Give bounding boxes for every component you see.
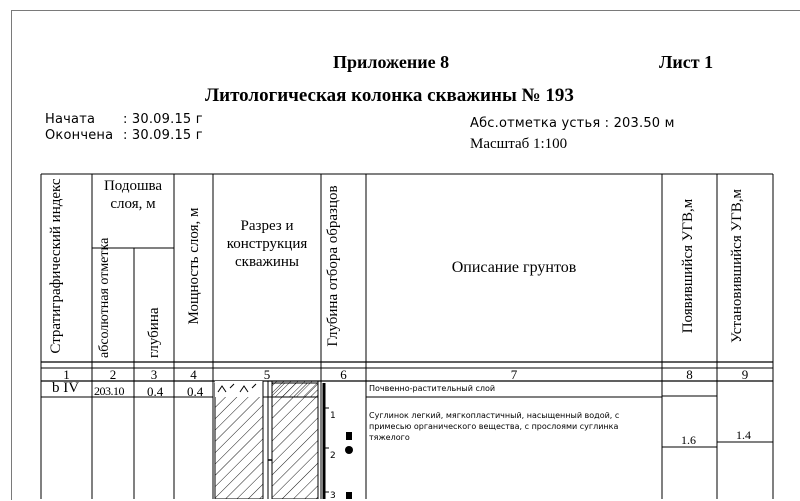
cell-strat-index: b IV: [52, 380, 80, 396]
sample-markers: [324, 383, 353, 499]
scale-label: Масштаб 1:100: [470, 136, 568, 152]
cell-abs-mark: 203.10: [94, 384, 124, 398]
well-section-drawing: [215, 381, 318, 499]
sheet-number: Лист 1: [659, 52, 714, 72]
wellhead-elevation: Абс.отметка устья : 203.50 м: [470, 116, 675, 131]
document-title: Литологическая колонка скважины № 193: [205, 85, 574, 106]
header-section: Разрез и конструкция скважины: [226, 218, 308, 270]
cell-thickness: 0.4: [187, 384, 204, 399]
started-label: Начата: [45, 112, 96, 127]
header-layer-base: Подошва слоя, м: [103, 178, 163, 212]
header-sample-depth: Глубина отбора образцов: [325, 185, 341, 347]
header-thickness: Мощность слоя, м: [186, 207, 202, 325]
cell-description-1: Почвенно-растительный слой: [369, 384, 496, 393]
cell-description-2: Суглинок легкий, мягкопластичный, насыщенный водой, с примесью органического вещества, с прослоями суглинка тяжелого: [369, 411, 620, 442]
sample-number: 1: [330, 411, 336, 421]
col-number: 1: [63, 367, 70, 382]
gw-established-value: 1.4: [736, 428, 751, 442]
header-gw-established: Установившийся УГВ,м: [729, 188, 745, 344]
sample-number: 3: [330, 491, 336, 501]
col-number: 2: [109, 367, 117, 382]
col-number: 7: [510, 367, 518, 382]
col-number: 5: [263, 367, 271, 382]
col-number: 9: [741, 367, 749, 382]
started-value: : 30.09.15 г: [123, 112, 203, 127]
header-description: Описание грунтов: [451, 259, 577, 276]
sample-number: 2: [330, 451, 336, 461]
finished-value: : 30.09.15 г: [123, 128, 203, 143]
col-number: 3: [150, 367, 158, 382]
col-number: 4: [190, 367, 197, 382]
header-abs-mark: абсолютная отметка: [97, 237, 112, 358]
col-number: 8: [686, 367, 693, 382]
header-depth: глубина: [146, 307, 162, 358]
appendix-label: Приложение 8: [333, 52, 450, 72]
finished-label: Окончена: [45, 128, 114, 143]
cell-depth: 0.4: [147, 384, 164, 399]
col-number: 6: [340, 367, 347, 382]
gw-appeared-value: 1.6: [681, 433, 696, 447]
header-gw-appeared: Появившийся УГВ,м: [680, 198, 696, 334]
header-strat-index: Стратиграфический индекс: [48, 178, 64, 354]
